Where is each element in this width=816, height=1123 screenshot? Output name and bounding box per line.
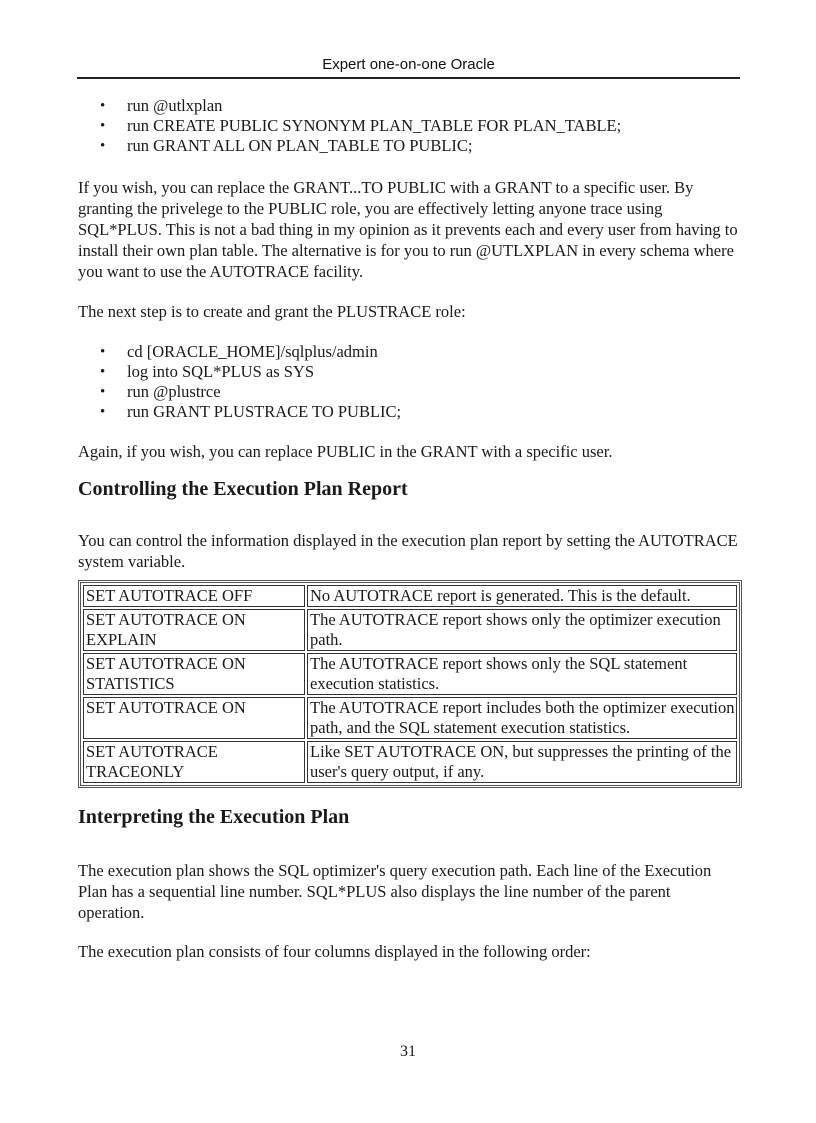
- table-row: [83, 653, 737, 695]
- plan-table-setup-list: [78, 96, 740, 156]
- paragraph-control-intro: You can control the information displayed in the execution plan report by setting the AUTOTRACE system variable.: [78, 531, 738, 571]
- setting-cell: SET AUTOTRACE ON STATISTICS: [83, 653, 305, 695]
- autotrace-settings-table: [78, 580, 742, 788]
- list-item: • run GRANT ALL ON PLAN_TABLE TO PUBLIC;: [127, 136, 740, 156]
- table-row: [83, 741, 737, 783]
- paragraph-columns-intro: The execution plan consists of four columns displayed in the following order:: [78, 942, 591, 961]
- paragraph-execution-plan-info: The execution plan shows the SQL optimizer's query execution path. Each line of the Execution Plan has a sequential line number. SQL*PLUS also displays the line number of the parent operation.: [78, 861, 712, 922]
- list-item: • run CREATE PUBLIC SYNONYM PLAN_TABLE FOR PLAN_TABLE;: [127, 116, 740, 136]
- list-item: • run @utlxplan: [127, 96, 740, 116]
- description-cell: The AUTOTRACE report includes both the optimizer execution path, and the SQL statement execution statistics.: [307, 697, 737, 739]
- paragraph-plustrace-intro: The next step is to create and grant the PLUSTRACE role:: [78, 302, 466, 321]
- paragraph-grant-note: Again, if you wish, you can replace PUBLIC in the GRANT with a specific user.: [78, 442, 613, 461]
- setting-cell: SET AUTOTRACE TRACEONLY: [83, 741, 305, 783]
- description-cell: Like SET AUTOTRACE ON, but suppresses the printing of the user's query output, if any.: [307, 741, 737, 783]
- page-number: 31: [400, 1043, 416, 1060]
- setting-cell: SET AUTOTRACE ON: [83, 697, 305, 739]
- setting-cell: SET AUTOTRACE OFF: [83, 585, 305, 607]
- section-heading-controlling: Controlling the Execution Plan Report: [78, 478, 408, 500]
- description-cell: No AUTOTRACE report is generated. This is the default.: [307, 585, 737, 607]
- description-cell: The AUTOTRACE report shows only the SQL statement execution statistics.: [307, 653, 737, 695]
- description-cell: The AUTOTRACE report shows only the optimizer execution path.: [307, 609, 737, 651]
- table-row: [83, 697, 737, 739]
- table-row: [83, 585, 737, 607]
- list-item: • run GRANT PLUSTRACE TO PUBLIC;: [127, 402, 740, 422]
- page-header: Expert one-on-one Oracle: [77, 55, 740, 79]
- plustrace-setup-list: [78, 342, 740, 422]
- section-heading-interpreting: Interpreting the Execution Plan: [78, 806, 350, 828]
- list-item: • log into SQL*PLUS as SYS: [127, 362, 740, 382]
- page-content: [78, 94, 740, 962]
- table-row: [83, 609, 737, 651]
- list-item: • cd [ORACLE_HOME]/sqlplus/admin: [127, 342, 740, 362]
- setting-cell: SET AUTOTRACE ON EXPLAIN: [83, 609, 305, 651]
- paragraph-grant-info: If you wish, you can replace the GRANT...TO PUBLIC with a GRANT to a specific user. By granting the privelege to the PUBLIC role, you are effectively letting anyone trace using SQL*PLUS. This is not a bad thing in my opinion as it prevents each and every user from having to install their own plan table. The alternative is for you to run @UTLXPLAN in every schema where you want to use the AUTOTRACE facility.: [78, 178, 738, 281]
- list-item: • run @plustrce: [127, 382, 740, 402]
